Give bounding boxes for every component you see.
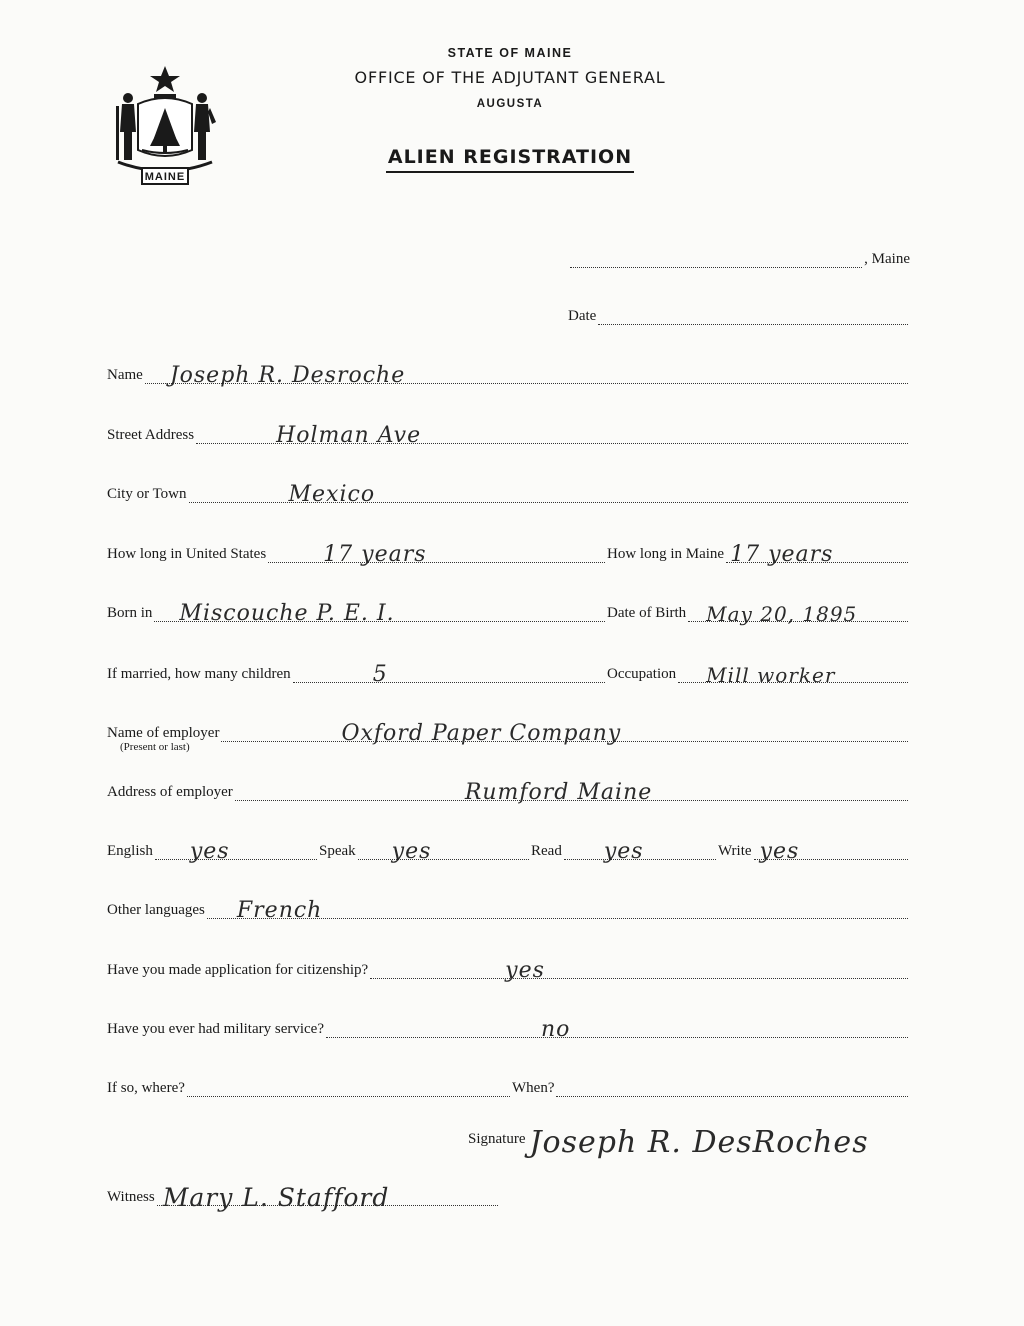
name-value: Joseph R. Desroche xyxy=(169,363,406,388)
dob-value: May 20, 1895 xyxy=(706,602,858,626)
witness-row xyxy=(107,1183,500,1212)
where-label: If so, where? xyxy=(107,1080,185,1096)
date-label: Date xyxy=(568,308,597,324)
street-row xyxy=(107,423,910,448)
form-title: ALIEN REGISTRATION xyxy=(386,146,634,173)
when-row xyxy=(512,1079,910,1097)
speak-row xyxy=(319,839,531,864)
city-label: City or Town xyxy=(107,486,187,502)
other-lang-label: Other languages xyxy=(107,902,205,918)
us-label: How long in United States xyxy=(107,546,267,562)
employer-row xyxy=(107,721,910,746)
signature-row xyxy=(468,1125,910,1160)
other-lang-value: French xyxy=(236,898,323,923)
military-label: Have you ever had military service? xyxy=(107,1021,324,1037)
employer-addr-label: Address of employer xyxy=(107,784,233,800)
signature-label: Signature xyxy=(468,1131,526,1147)
citizenship-value: yes xyxy=(505,958,545,983)
speak-label: Speak xyxy=(319,843,356,859)
employer-addr-field[interactable] xyxy=(235,780,908,805)
where-row xyxy=(107,1079,512,1097)
where-field[interactable] xyxy=(187,1083,510,1097)
occupation-field[interactable] xyxy=(678,663,908,687)
occupation-row xyxy=(607,663,910,687)
us-row xyxy=(107,542,607,567)
military-row xyxy=(107,1017,910,1042)
city-field[interactable] xyxy=(189,482,908,507)
write-label: Write xyxy=(718,843,752,859)
witness-field[interactable] xyxy=(157,1183,498,1212)
maine-field[interactable] xyxy=(726,542,908,567)
english-field[interactable] xyxy=(155,839,317,864)
svg-text:MAINE: MAINE xyxy=(144,171,186,183)
us-field[interactable] xyxy=(268,542,605,567)
place-field[interactable] xyxy=(570,254,862,268)
employer-field[interactable] xyxy=(221,721,908,746)
read-label: Read xyxy=(531,843,562,859)
witness-label: Witness xyxy=(107,1189,155,1205)
children-value: 5 xyxy=(372,662,388,687)
other-lang-row xyxy=(107,898,910,923)
dob-label: Date of Birth xyxy=(607,605,687,621)
occupation-value: Mill worker xyxy=(706,663,836,687)
military-field[interactable] xyxy=(326,1017,908,1042)
born-value: Miscouche P. E. I. xyxy=(179,601,395,626)
city-value: Mexico xyxy=(288,482,376,507)
signature-value: Joseph R. DesRoches xyxy=(529,1125,869,1160)
employer-label: Name of employer xyxy=(107,725,220,741)
when-label: When? xyxy=(512,1080,555,1096)
citizenship-row xyxy=(107,958,910,983)
when-field[interactable] xyxy=(556,1083,908,1097)
place-suffix: , Maine xyxy=(864,251,910,267)
citizenship-label: Have you made application for citizenship? xyxy=(107,962,369,978)
read-value: yes xyxy=(603,839,644,864)
office-heading: OFFICE OF THE ADJUTANT GENERAL xyxy=(354,68,666,87)
born-label: Born in xyxy=(107,605,153,621)
write-field[interactable] xyxy=(754,839,908,864)
street-value: Holman Ave xyxy=(276,423,422,448)
name-label: Name xyxy=(107,367,143,383)
employer-addr-value: Rumford Maine xyxy=(464,780,653,805)
date-field[interactable] xyxy=(598,311,908,325)
children-row xyxy=(107,662,607,687)
occupation-label: Occupation xyxy=(607,666,677,682)
read-row xyxy=(531,839,718,864)
employer-addr-row xyxy=(107,780,910,805)
maine-label: How long in Maine xyxy=(607,546,725,562)
state-heading: STATE OF MAINE xyxy=(447,46,573,60)
employer-sublabel: (Present or last) xyxy=(120,741,190,753)
name-row xyxy=(107,363,910,388)
maine-row xyxy=(607,542,910,567)
date-row xyxy=(568,307,910,325)
name-field[interactable] xyxy=(145,363,908,388)
speak-value: yes xyxy=(391,839,432,864)
military-value: no xyxy=(541,1017,571,1042)
city-row xyxy=(107,482,910,507)
street-field[interactable] xyxy=(196,423,908,448)
english-label: English xyxy=(107,843,153,859)
employer-value: Oxford Paper Company xyxy=(341,721,622,746)
born-field[interactable] xyxy=(154,601,605,626)
english-value: yes xyxy=(189,839,230,864)
english-row xyxy=(107,839,319,864)
dob-row xyxy=(607,602,910,626)
citizenship-field[interactable] xyxy=(370,958,908,983)
children-label: If married, how many children xyxy=(107,666,291,682)
write-row xyxy=(718,839,910,864)
maine-value: 17 years xyxy=(730,542,834,567)
us-value: 17 years xyxy=(323,542,427,567)
state-seal-icon xyxy=(110,62,220,190)
read-field[interactable] xyxy=(564,839,716,864)
city-heading: AUGUSTA xyxy=(476,98,544,110)
street-label: Street Address xyxy=(107,427,195,443)
other-lang-field[interactable] xyxy=(207,898,908,923)
signature-field[interactable] xyxy=(528,1125,909,1160)
children-field[interactable] xyxy=(293,662,605,687)
witness-value: Mary L. Stafford xyxy=(162,1183,390,1212)
speak-field[interactable] xyxy=(358,839,529,864)
write-value: yes xyxy=(759,839,800,864)
born-row xyxy=(107,601,607,626)
place-row xyxy=(568,250,910,268)
dob-field[interactable] xyxy=(688,602,908,626)
